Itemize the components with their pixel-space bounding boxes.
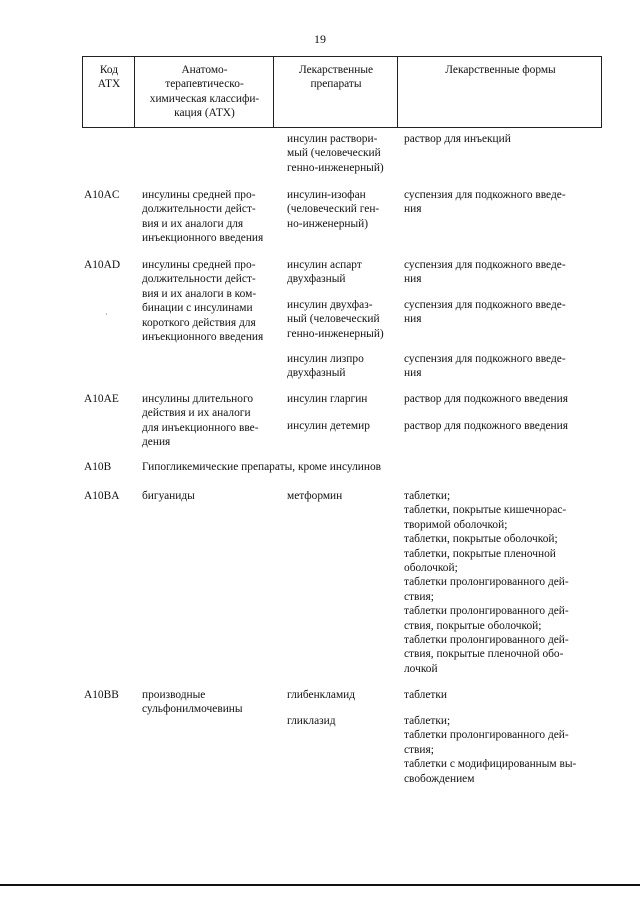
header-drugs: Лекарственные препараты — [298, 64, 374, 91]
atx-code: A10AC — [84, 189, 120, 201]
dosage-forms: суспензия для подкожного введе- ния — [404, 189, 566, 216]
dosage-forms: таблетки; таблетки, покрытые кишечнорас- творимой оболочкой; таблетки, покрытые оболочкой; таблетки, покрытые пленочной оболочкой; таблетки пролонгированного дей- ствия; таблетки пролонгированного дей- ствия, покрытые оболочкой; таблетки пролонгированного дей- ствия, покрытые пленочной обо- лочкой — [404, 490, 569, 675]
atx-table — [82, 56, 602, 128]
dosage-forms: раствор для инъекций — [404, 133, 511, 145]
drug-name: инсулин лизпро двухфазный — [287, 353, 364, 380]
group-title: Гипогликемические препараты, кроме инсулинов — [142, 461, 382, 473]
dosage-forms: раствор для подкожного введения — [404, 393, 568, 405]
drug-name: гликлазид — [287, 715, 336, 727]
drug-name: инсулин гларгин — [287, 393, 368, 405]
drug-name: глибенкламид — [287, 689, 356, 701]
dosage-forms: суспензия для подкожного введе- ния — [404, 353, 566, 380]
drug-name: метформин — [287, 490, 343, 502]
page-number: 19 — [314, 32, 326, 46]
atx-code: A10BB — [84, 689, 119, 701]
dosage-forms: суспензия для подкожного введе- ния — [404, 299, 566, 326]
atx-classification: инсулины средней про- должительности дейст- вия и их аналоги для инъекционного введения — [142, 189, 264, 245]
dosage-forms: раствор для подкожного введения — [404, 420, 568, 432]
dosage-forms: таблетки; таблетки пролонгированного дей- ствия; таблетки с модифицированным вы- свобождением — [404, 715, 577, 785]
atx-code: A10BA — [84, 490, 120, 502]
drug-name: инсулин раствори- мый (человеческий генно-инженерный) — [287, 133, 384, 174]
scan-speck: · — [105, 310, 108, 319]
table-header — [82, 56, 602, 128]
dosage-forms: суспензия для подкожного введе- ния — [404, 259, 566, 286]
header-code: Код АТХ — [97, 64, 121, 91]
page-bottom-rule — [0, 884, 640, 886]
atx-classification: производные сульфонилмочевины — [142, 689, 243, 716]
dosage-forms: таблетки — [404, 689, 448, 701]
header-classification: Анатомо- терапевтическо- химическая классифи- кация (АТХ) — [149, 64, 260, 120]
drug-name: инсулин-изофан (человеческий ген- но-инженерный) — [287, 189, 380, 230]
atx-code: A10AE — [84, 393, 119, 405]
drug-name: инсулин аспарт двухфазный — [287, 259, 362, 286]
header-forms: Лекарственные формы — [445, 64, 556, 76]
atx-code: A10AD — [84, 259, 121, 271]
atx-classification: инсулины длительного действия и их аналоги для инъекционного вве- дения — [142, 393, 259, 449]
atx-classification: бигуаниды — [142, 490, 195, 502]
drug-name: инсулин детемир — [287, 420, 370, 432]
drug-name: инсулин двухфаз- ный (человеческий генно-инженерный) — [287, 299, 384, 340]
atx-classification: инсулины средней про- должительности дейст- вия и их аналоги в ком- бинации с инсулинами короткого действия для инъекционного введения — [142, 259, 264, 344]
atx-code: A10B — [84, 461, 112, 473]
